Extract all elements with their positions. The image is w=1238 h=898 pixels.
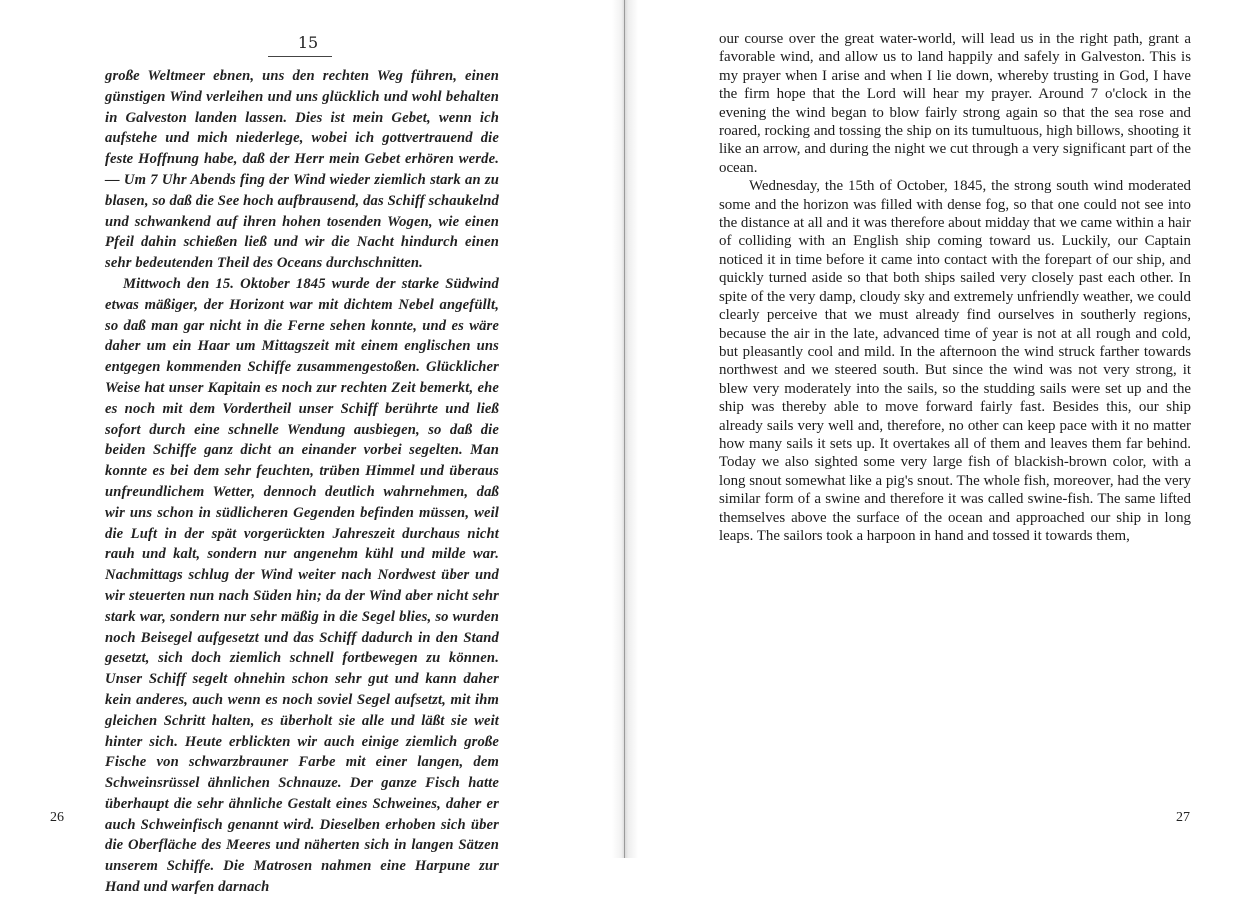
- right-paragraph-2: Wednesday, the 15th of October, 1845, the strong south wind moderated some and the horizon was filled with dense fog, so that one could not see into the distance at all and it was therefore about midday that we came within a hair of colliding with an English ship coming toward us. Luckily, our Captain noticed it in time before it came into contact with the forepart of our ship, and quickly turned aside so that both ships sailed very closely past each other. In spite of the very damp, cloudy sky and extremely unfriendly weather, we could clearly perceive that we must already find ourselves in southerly regions, because the air in the late, advanced time of year is not at all rough and cold, but pleasantly cool and mild. In the afternoon the wind struck farther towards northwest and we steered south. But since the wind was not very strong, it blew very moderately into the sails, so the studding sails were set up and the ship was thereby able to move forward fairly fast. Besides this, our ship already sails very well and, therefore, no other can keep pace with it no matter how many sails it sets up. It overtakes all of them and leaves them far behind. Today we also sighted some very large fish of blackish-brown color, with a long snout somewhat like a pig's snout. The whole fish, moreover, had the very similar form of a swine and therefore it was called swine-fish. The same lifted themselves above the surface of the ocean and approached our ship in long leaps. The sailors took a harpoon in hand and tossed it towards them,: [719, 178, 1191, 544]
- left-paragraph-2: Mittwoch den 15. Oktober 1845 wurde der starke Südwind etwas mäßiger, der Horizont war mit dichtem Nebel angefüllt, so daß man gar nicht in die Ferne sehen konnte, und es wäre daher um ein Haar um Mittagszeit mit einem englischen uns entgegen kommenden Schiffe zusammengestoßen. Glücklicher Weise hat unser Kapitain es noch zur rechten Zeit bemerkt, ehe es noch mit dem Vordertheil unser Schiff berührte und ließ sofort durch eine schnelle Wendung ausbiegen, so daß die beiden Schiffe ganz dicht an einander vorbei segelten. Man konnte es bei dem sehr feuchten, trüben Himmel und überaus unfreundlichem Wetter, dennoch deutlich wahrnehmen, daß wir uns schon in südlicheren Gegenden befinden müssen, weil die Luft in der spät vorgerückten Jahreszeit durchaus nicht rauh und kalt, sondern nur angenehm kühl und milde war. Nachmittags schlug der Wind weiter nach Nordwest über und wir steuerten nun nach Süden hin; da der Wind aber nicht sehr stark war, sondern nur sehr mäßig in die Segel blies, so wurden noch Beisegel aufgesetzt und das Schiff dadurch in den Stand gesetzt, sich doch ziemlich schnell fortbewegen zu können. Unser Schiff segelt ohnehin schon sehr gut und kann daher kein anderes, auch wenn es noch soviel Segel aufsetzt, mit ihm gleichen Schritt halten, es überholt sie alle und läßt sie weit hinter sich. Heute erblickten wir auch einige ziemlich große Fische von schwarzbrauner Farbe mit einer langen, dem Schweinsrüssel ähnlichen Schnauze. Der ganze Fisch hatte überhaupt die sehr ähnliche Gestalt eines Schweines, daher er auch Schweinfisch genannt wird. Dieselben erhoben sich über die Oberfläche des Meeres und näherten sich in langen Sätzen unserem Schiffe. Die Matrosen nahmen eine Harpune zur Hand und warfen darnach: [105, 275, 499, 896]
- header-rule: [268, 56, 332, 57]
- right-page-body: [719, 30, 1191, 545]
- left-page-body: [105, 66, 499, 898]
- left-paragraph-1: große Weltmeer ebnen, uns den rechten Weg führen, einen günstigen Wind verleihen und uns glücklich und wohl behalten in Galveston landen lassen. Dies ist mein Gebet, wenn ich aufstehe und mich niederlege, wobei ich gottvertrauend die feste Hoffnung habe, daß der Herr mein Gebet erhören werde. — Um 7 Uhr Abends fing der Wind wieder ziemlich stark an zu blasen, so daß die See hoch aufbrausend, das Schiff schaukelnd und schwankend auf ihren hohen tosenden Wogen, wie einen Pfeil dahin schießen ließ und wir die Nacht hindurch einen sehr bedeutenden Theil des Oceans durchschnitten.: [105, 68, 499, 272]
- running-page-number: 15: [297, 33, 319, 52]
- left-page: [0, 0, 619, 896]
- right-paragraph-1: our course over the great water-world, will lead us in the right path, grant a favorable wind, and allow us to land happily and safely in Galveston. This is my prayer when I arise and when I lie down, whereby trusting in God, I have the firm hope that the Lord will hear my prayer. Around 7 o'clock in the evening the wind began to blow fairly strong again so that the sea rose and roared, rocking and tossing the ship on its tumultuous, high billows, shooting it like an arrow, and during the night we cut through a very significant part of the ocean.: [719, 31, 1191, 176]
- right-page: [619, 0, 1238, 858]
- left-page-folio: 26: [50, 810, 64, 825]
- right-page-folio: 27: [1176, 810, 1190, 825]
